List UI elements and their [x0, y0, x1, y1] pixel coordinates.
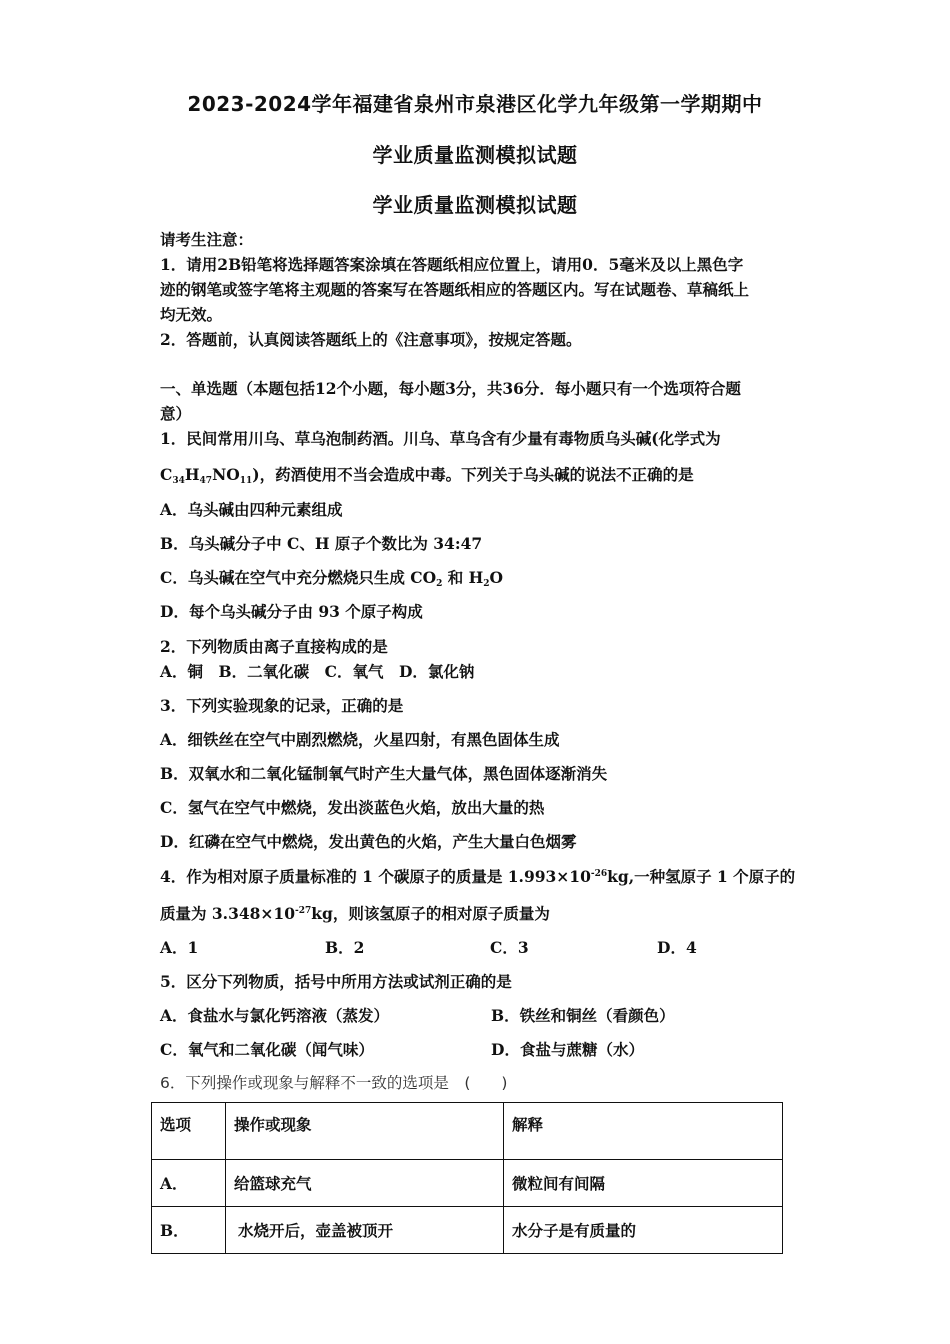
q4-stem-line1: 4．作为相对原子质量标准的 1 个碳原子的质量是 $1.993\times 10^{-26}kg$,一种氢原子 1 个原子的 [160, 867, 796, 886]
notice-heading: 请考生注意： [160, 230, 254, 249]
section1-heading-line2: 意） [160, 404, 192, 423]
q5-option-d: D．食盐与蔗糖（水） [491, 1040, 644, 1059]
q4-option-c: C．3 [490, 938, 529, 957]
q1-formula: $C_{34}H_{47}NO_{11}$) [160, 465, 260, 486]
q3-option-d: D．红磷在空气中燃烧，发出黄色的火焰，产生大量白色烟雾 [160, 832, 577, 851]
table-cell: A． [152, 1160, 226, 1207]
q1-stem-line2: $C_{34}H_{47}NO_{11}$)，药酒使用不当会造成中毒。下列关于乌头碱的说法不正确的是 [160, 465, 694, 486]
table-cell: 水分子是有质量的 [504, 1207, 783, 1254]
q4-option-b: B．2 [325, 938, 365, 957]
q3-option-a: A．细铁丝在空气中剧烈燃烧，火星四射，有黑色固体生成 [160, 730, 560, 749]
q6-table [151, 1102, 783, 1254]
q5-option-b: B．铁丝和铜丝（看颜色） [491, 1006, 675, 1025]
q3-stem: 3．下列实验现象的记录，正确的是 [160, 696, 404, 715]
q2-stem: 2．下列物质由离子直接构成的是 [160, 637, 388, 656]
q2-options: A．铜 B．二氧化碳 C．氧气 D．氯化钠 [160, 662, 475, 681]
section1-heading-line1: 一、单选题（本题包括12个小题，每小题3分，共36分．每小题只有一个选项符合题 [160, 379, 741, 398]
notice-item1-line2: 迹的钢笔或签字笔将主观题的答案写在答题纸相应的答题区内。写在试题卷、草稿纸上 [160, 280, 750, 299]
notice-item1-line1: 1．请用2B铅笔将选择题答案涂填在答题纸相应位置上，请用0．5毫米及以上黑色字 [160, 255, 744, 274]
q5-option-a: A．食盐水与氯化钙溶液（蒸发） [160, 1006, 390, 1025]
q4-option-a: A．1 [160, 938, 199, 957]
table-header-cell: 操作或现象 [226, 1103, 504, 1160]
q1-option-a: A．乌头碱由四种元素组成 [160, 500, 343, 519]
table-cell: 微粒间有间隔 [504, 1160, 783, 1207]
table-header-cell: 解释 [504, 1103, 783, 1160]
q4-stem-line2: 质量为 $3.348\times 10^{-27}kg$，则该氢原子的相对原子质量为 [160, 904, 550, 923]
notice-item2: 2．答题前，认真阅读答题纸上的《注意事项》，按规定答题。 [160, 330, 582, 349]
table-cell: B． [152, 1207, 226, 1254]
exam-title-line3: 学业质量监测模拟试题 [372, 193, 578, 217]
q1-option-b: B．乌头碱分子中 C、H 原子个数比为 34:47 [160, 534, 483, 553]
table-row [152, 1160, 783, 1207]
q6-stem: 6．下列操作或现象与解释不一致的选项是 ( ) [160, 1074, 508, 1092]
q3-option-c: C．氢气在空气中燃烧，发出淡蓝色火焰，放出大量的热 [160, 798, 545, 817]
table-header-row [152, 1103, 783, 1160]
q5-stem: 5．区分下列物质，括号中所用方法或试剂正确的是 [160, 972, 512, 991]
q3-option-b: B．双氧水和二氧化锰制氧气时产生大量气体，黑色固体逐渐消失 [160, 764, 608, 783]
table-header-cell: 选项 [152, 1103, 226, 1160]
notice-item1-line3: 均无效。 [160, 305, 223, 324]
q1-option-d: D．每个乌头碱分子由 93 个原子构成 [160, 602, 423, 621]
table-cell: 给篮球充气 [226, 1160, 504, 1207]
table-row [152, 1207, 783, 1254]
q1-option-c: C．乌头碱在空气中充分燃烧只生成 $CO_2$ 和 $H_2O$ [160, 568, 504, 589]
q4-option-d: D．4 [657, 938, 697, 957]
exam-title-line1: 2023-2024学年福建省泉州市泉港区化学九年级第一学期期中 [187, 92, 763, 116]
exam-title-line2: 学业质量监测模拟试题 [372, 143, 578, 167]
q5-option-c: C．氧气和二氧化碳（闻气味） [160, 1040, 374, 1059]
table-cell: 水烧开后，壶盖被顶开 [226, 1207, 504, 1254]
q1-stem-line1: 1．民间常用川乌、草乌泡制药酒。川乌、草乌含有少量有毒物质乌头碱(化学式为 [160, 429, 721, 448]
